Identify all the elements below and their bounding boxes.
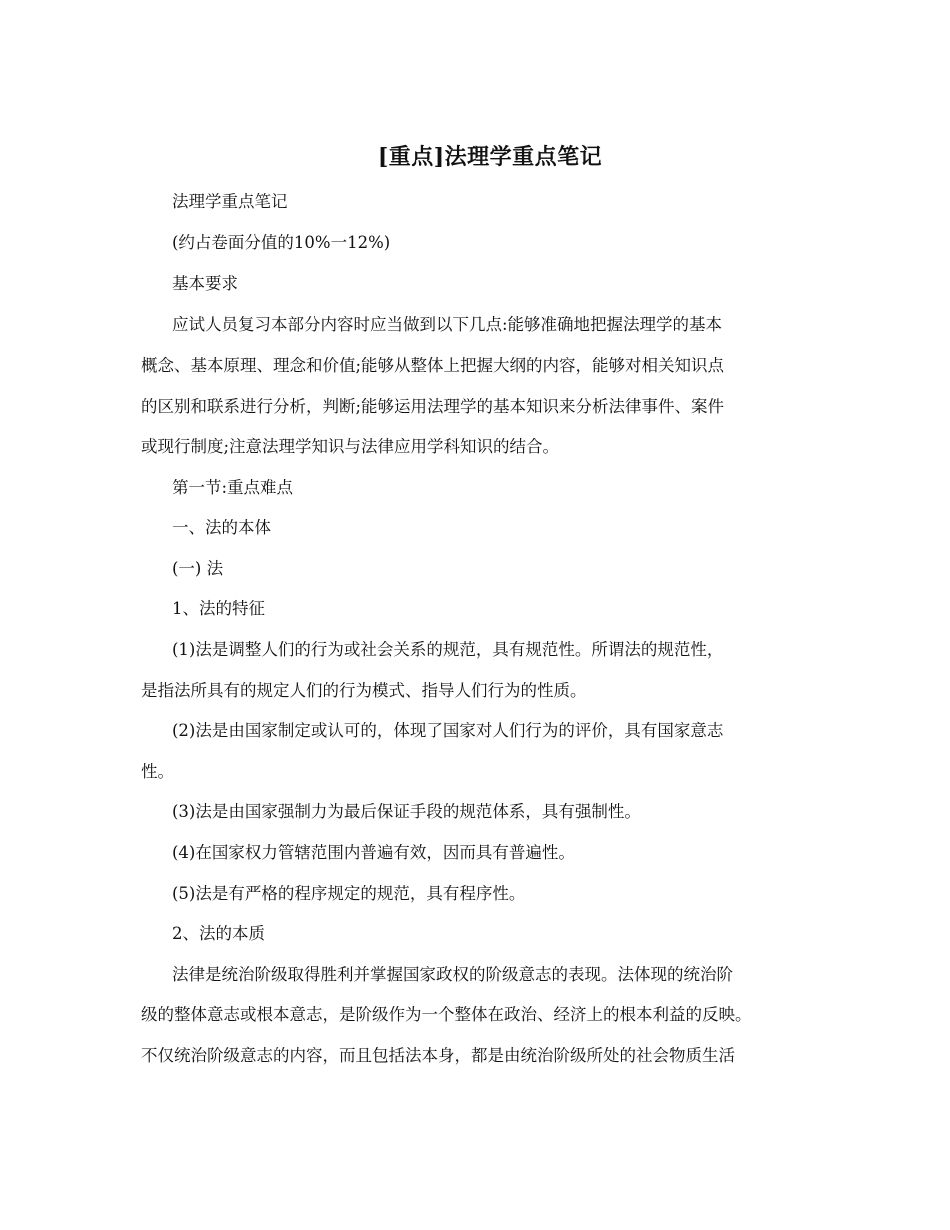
section-heading: 一、法的本体 xyxy=(172,518,271,537)
text-line: 概念、基本原理、理念和价值;能够从整体上把握大纲的内容，能够对相关知识点 xyxy=(141,356,725,375)
text-line: 法理学重点笔记 xyxy=(172,192,288,211)
text-line: 或现行制度;注意法理学知识与法律应用学科知识的结合。 xyxy=(141,437,560,456)
text-line: 应试人员复习本部分内容时应当做到以下几点:能够准确地把握法理学的基本 xyxy=(172,315,723,334)
text-line: (1)法是调整人们的行为或社会关系的规范，具有规范性。所谓法的规范性， xyxy=(172,640,724,659)
text-line: 的区别和联系进行分析，判断;能够运用法理学的基本知识来分析法律事件、案件 xyxy=(141,397,725,416)
text-line: (5)法是有严格的程序规定的规范，具有程序性。 xyxy=(172,884,526,903)
text-line: (2)法是由国家制定或认可的，体现了国家对人们行为的评价，具有国家意志 xyxy=(172,721,724,740)
text-line: 基本要求 xyxy=(172,274,238,293)
section-heading: 第一节:重点难点 xyxy=(172,478,294,497)
text-line: (3)法是由国家强制力为最后保证手段的规范体系，具有强制性。 xyxy=(172,802,641,821)
text-line: 是指法所具有的规定人们的行为模式、指导人们行为的性质。 xyxy=(141,681,587,700)
text-line: 级的整体意志或根本意志，是阶级作为一个整体在政治、经济上的根本利益的反映。 xyxy=(141,1005,752,1024)
text-line: (约占卷面分值的10%一12%) xyxy=(172,233,391,252)
section-heading: (一) 法 xyxy=(172,559,224,578)
text-line: 性。 xyxy=(141,762,174,781)
document-title: [重点]法理学重点笔记 xyxy=(377,144,603,170)
section-heading: 1、法的特征 xyxy=(172,599,265,618)
text-line: 法律是统治阶级取得胜利并掌握国家政权的阶级意志的表现。法体现的统治阶 xyxy=(172,965,733,984)
text-line: (4)在国家权力管辖范围内普遍有效，因而具有普遍性。 xyxy=(172,843,575,862)
text-line: 不仅统治阶级意志的内容，而且包括法本身，都是由统治阶级所处的社会物质生活 xyxy=(141,1046,735,1065)
section-heading: 2、法的本质 xyxy=(172,924,265,943)
